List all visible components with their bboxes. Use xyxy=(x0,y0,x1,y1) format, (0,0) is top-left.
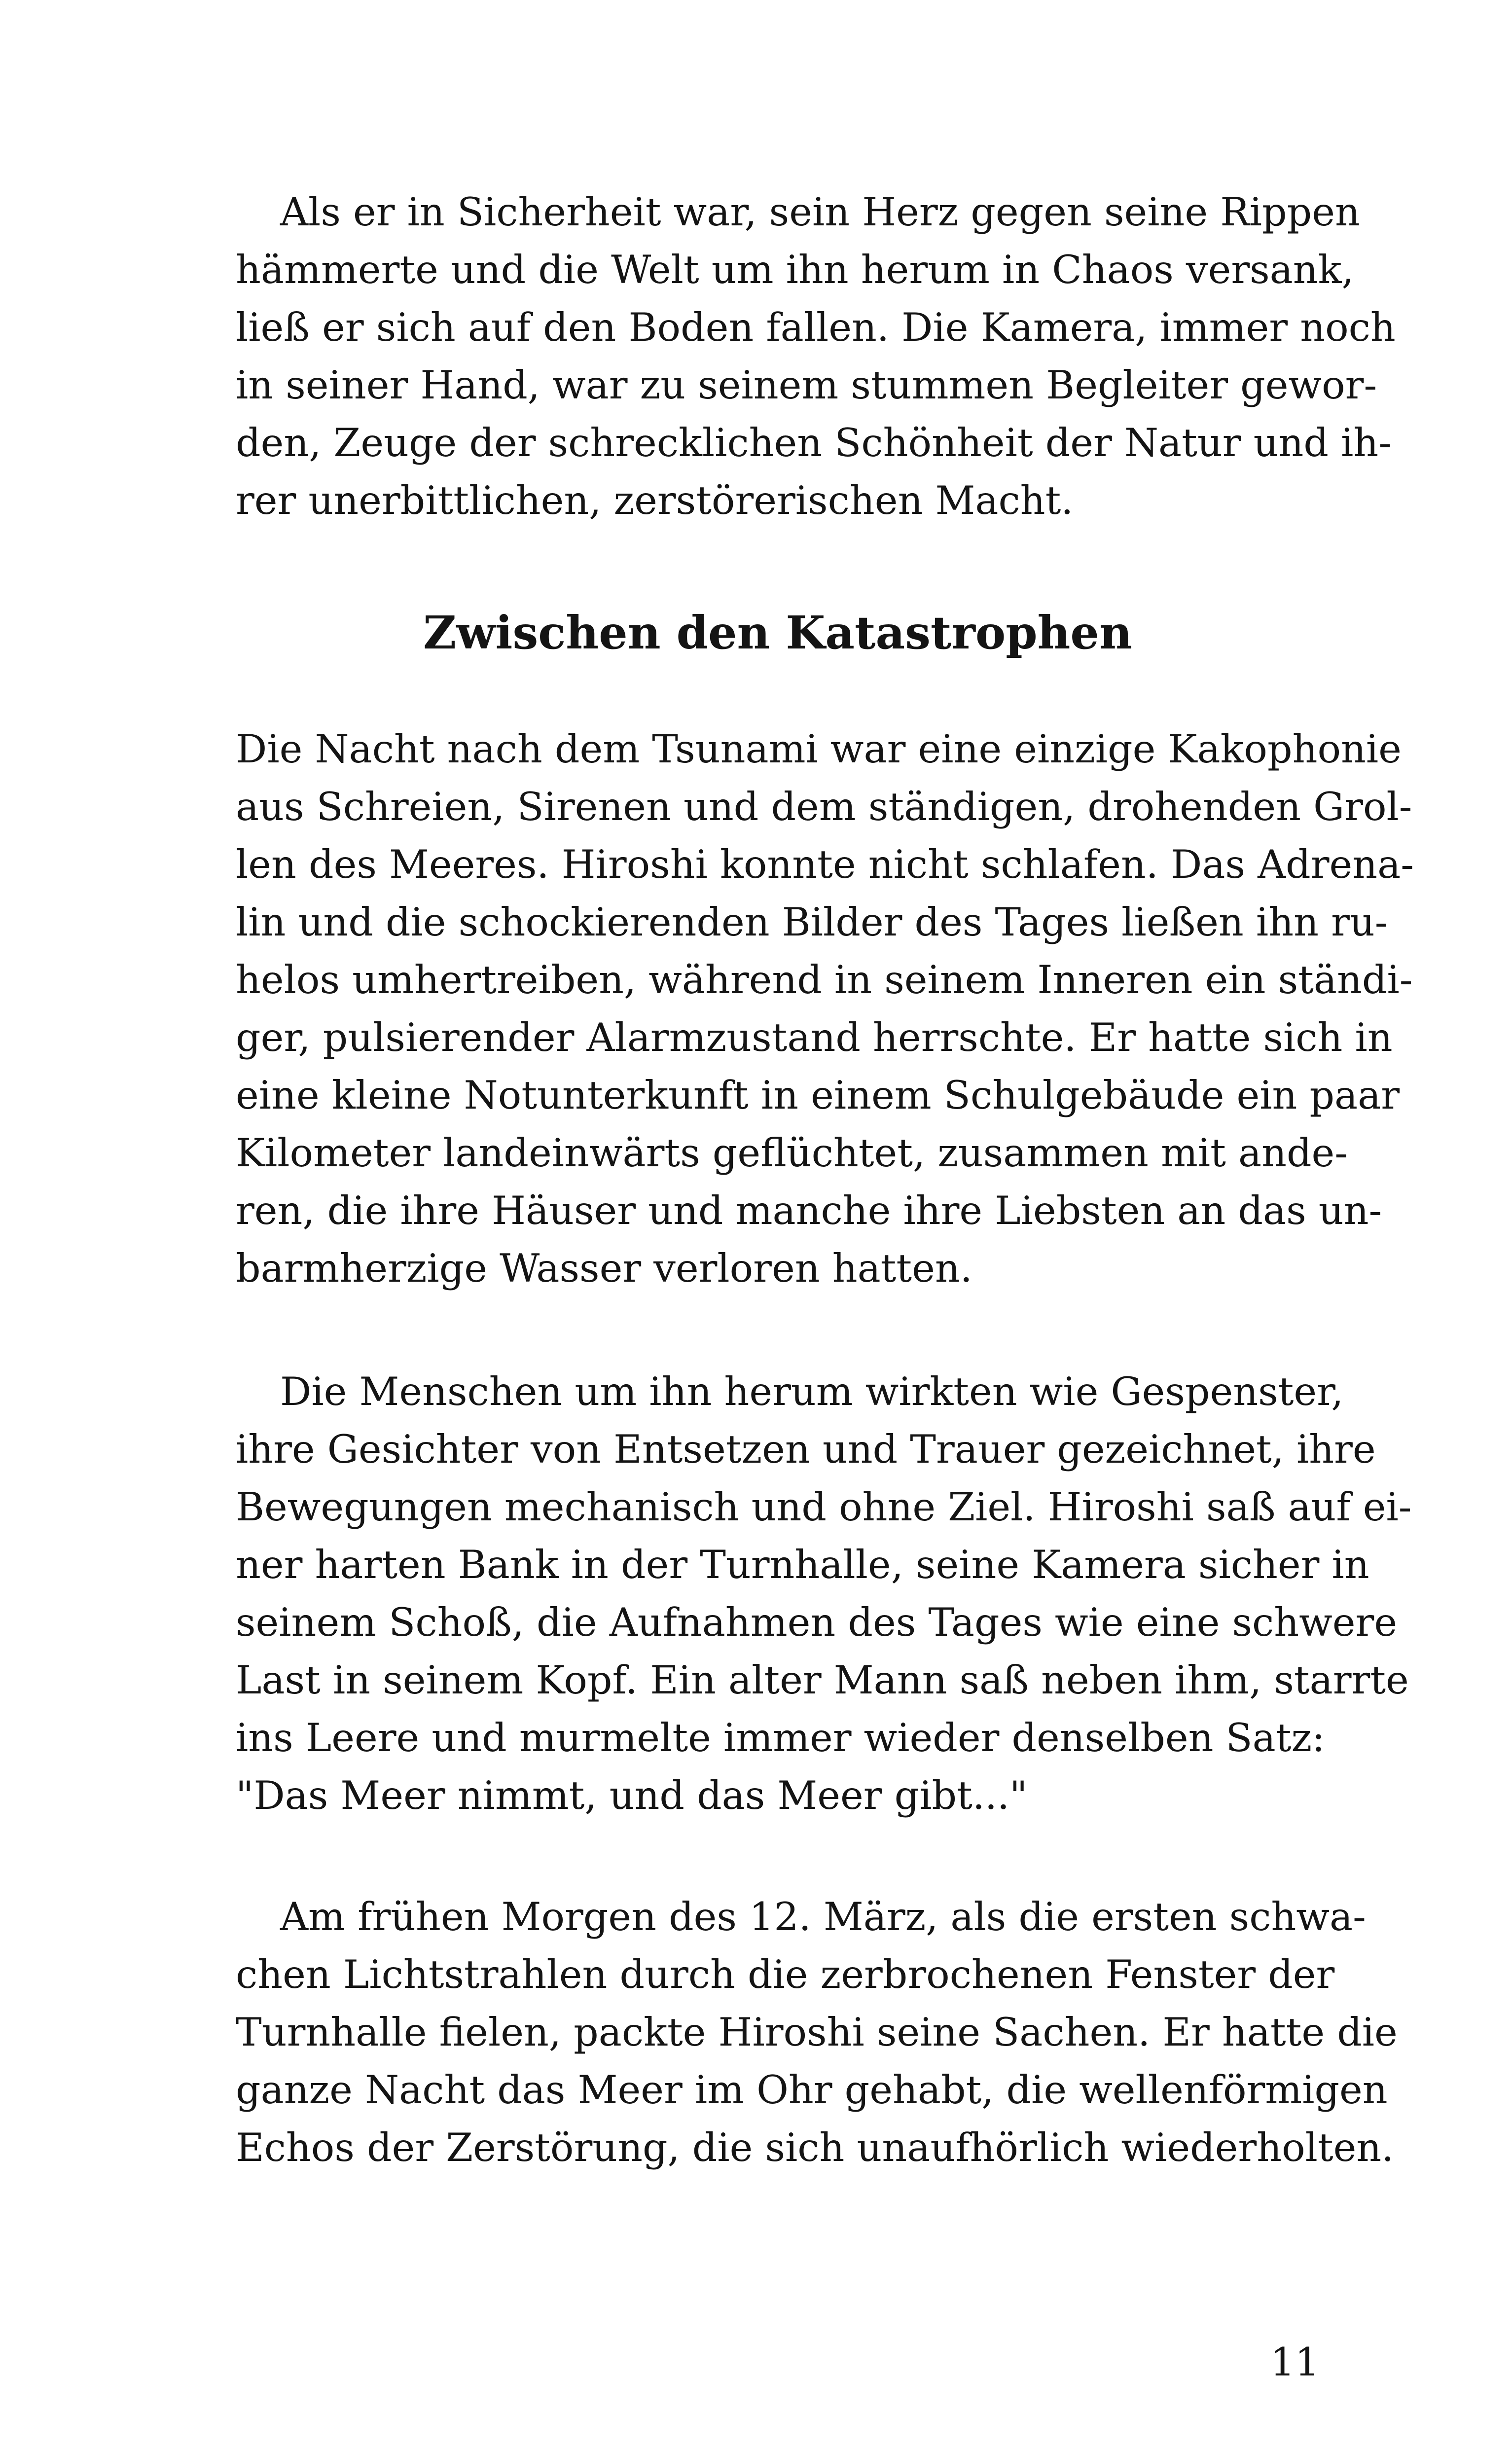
paragraph-line: Kilometer landeinwärts geflüchtet, zusammen mit ande- xyxy=(236,1130,1348,1176)
paragraph-line: hämmerte und die Welt um ihn herum in Chaos versank, xyxy=(236,247,1354,292)
paragraph-line: Bewegungen mechanisch und ohne Ziel. Hiroshi saß auf ei- xyxy=(236,1484,1412,1530)
paragraph-line: ganze Nacht das Meer im Ohr gehabt, die wellenförmigen xyxy=(236,2067,1388,2113)
paragraph-line: chen Lichtstrahlen durch die zerbrochenen Fenster der xyxy=(236,1952,1335,1997)
paragraph-line: rer unerbittlichen, zerstörerischen Macht. xyxy=(236,478,1074,523)
page-number: 11 xyxy=(1270,2339,1320,2385)
paragraph-3 xyxy=(236,1363,1412,1825)
paragraph-line: helos umhertreiben, während in seinem Inneren ein ständi- xyxy=(236,957,1413,1003)
paragraph-4 xyxy=(236,1888,1398,2177)
paragraph-line: Last in seinem Kopf. Ein alter Mann saß neben ihm, starrte xyxy=(236,1657,1409,1703)
paragraph-line: aus Schreien, Sirenen und dem ständigen, drohenden Grol- xyxy=(236,784,1412,829)
paragraph-line: Am frühen Morgen des 12. März, als die ersten schwa- xyxy=(280,1894,1366,1940)
paragraph-line: barmherzige Wasser verloren hatten. xyxy=(236,1246,972,1291)
paragraph-line: den, Zeuge der schrecklichen Schönheit der Natur und ih- xyxy=(236,420,1392,466)
paragraph-line: Die Menschen um ihn herum wirkten wie Gespenster, xyxy=(280,1369,1344,1414)
paragraph-line: lin und die schockierenden Bilder des Tages ließen ihn ru- xyxy=(236,899,1388,945)
paragraph-line: eine kleine Notunterkunft in einem Schulgebäude ein paar xyxy=(236,1073,1400,1118)
paragraph-line: len des Meeres. Hiroshi konnte nicht schlafen. Das Adrena- xyxy=(236,842,1414,887)
paragraph-line: Die Nacht nach dem Tsunami war eine einzige Kakophonie xyxy=(236,726,1402,772)
paragraph-line: ren, die ihre Häuser und manche ihre Liebsten an das un- xyxy=(236,1188,1382,1233)
paragraph-line: ließ er sich auf den Boden fallen. Die Kamera, immer noch xyxy=(236,305,1396,350)
paragraph-line: in seiner Hand, war zu seinem stummen Begleiter gewor- xyxy=(236,362,1377,408)
paragraph-line: seinem Schoß, die Aufnahmen des Tages wie eine schwere xyxy=(236,1600,1398,1645)
paragraph-2 xyxy=(236,720,1414,1297)
paragraph-line: ner harten Bank in der Turnhalle, seine Kamera sicher in xyxy=(236,1542,1369,1587)
paragraph-line: Echos der Zerstörung, die sich unaufhörlich wiederholten. xyxy=(236,2125,1394,2170)
paragraph-line: "Das Meer nimmt, und das Meer gibt..." xyxy=(236,1773,1028,1818)
section-heading: Zwischen den Katastrophen xyxy=(423,606,1132,659)
paragraph-line: ger, pulsierender Alarmzustand herrschte. Er hatte sich in xyxy=(236,1015,1393,1060)
paragraph-line: Als er in Sicherheit war, sein Herz gegen seine Rippen xyxy=(280,189,1360,235)
paragraph-line: ihre Gesichter von Entsetzen und Trauer gezeichnet, ihre xyxy=(236,1427,1376,1472)
paragraph-1 xyxy=(236,183,1396,530)
paragraph-line: ins Leere und murmelte immer wieder denselben Satz: xyxy=(236,1715,1325,1761)
paragraph-line: Turnhalle fielen, packte Hiroshi seine Sachen. Er hatte die xyxy=(236,2010,1398,2055)
